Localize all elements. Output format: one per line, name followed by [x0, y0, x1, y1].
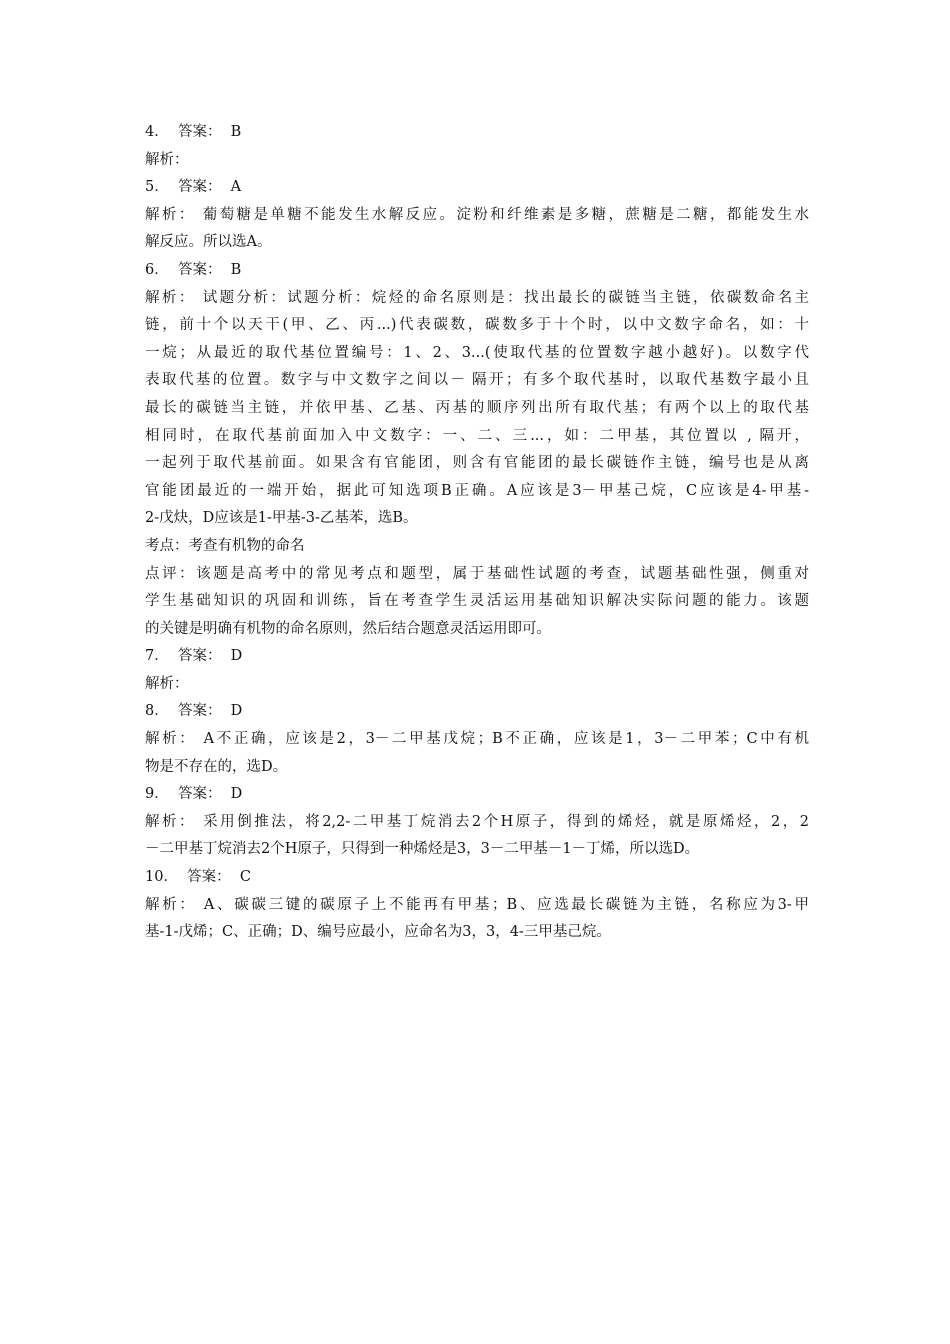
comment-6-line: 点评：该题是高考中的常见考点和题型，属于基础性试题的考查，试题基础性强，侧重对 — [145, 565, 809, 582]
analysis-6-line: 一烷；从最近的取代基位置编号：1、2、3...(使取代基的位置数字越小越好)。以数字代 — [145, 344, 809, 361]
analysis-6-line: 解析： 试题分析：试题分析：烷烃的命名原则是：找出最长的碳链当主链，依碳数命名主 — [145, 289, 809, 306]
answer-7-line: 7． 答案： D — [145, 648, 243, 665]
comment-6-line: 学生基础知识的巩固和训练，旨在考查学生灵活运用基础知识解决实际问题的能力。该题 — [145, 593, 809, 610]
analysis-6-line: 链，前十个以天干(甲、乙、丙...)代表碳数，碳数多于十个时，以中文数字命名，如：十 — [145, 317, 809, 334]
analysis-6-line: 表取代基的位置。数字与中文数字之间以－ 隔开；有多个取代基时，以取代基数字最小且 — [145, 372, 809, 389]
answer-8-line: 8． 答案： D — [145, 703, 243, 720]
topic-6-line: 考点：考查有机物的命名 — [145, 537, 305, 554]
analysis-5-line: 解反应。所以选A。 — [145, 234, 272, 251]
analysis-9-line: 解析： 采用倒推法，将2,2-二甲基丁烷消去2个H原子，得到的烯烃，就是原烯烃，2，2 — [145, 813, 809, 830]
answer-explanations — [145, 119, 809, 947]
answer-10-line: 10． 答案： C — [145, 869, 251, 886]
analysis-6-line: 相同时，在取代基前面加入中文数字：一、二、三...，如：二甲基，其位置以 , 隔开， — [145, 427, 809, 444]
analysis-6-line: 2-戊炔，D应该是1-甲基-3-乙基苯，选B。 — [145, 510, 418, 527]
analysis-8-line: 解析： A不正确，应该是2，3－二甲基戊烷；B不正确，应该是1，3－二甲苯；C中有机 — [145, 731, 809, 748]
analysis-6-line: 一起列于取代基前面。如果含有官能团，则含有官能团的最长碳链作主链，编号也是从离 — [145, 455, 809, 472]
analysis-8-line: 物是不存在的，选D。 — [145, 758, 288, 775]
answer-9-line: 9． 答案： D — [145, 786, 243, 803]
analysis-5-line: 解析： 葡萄糖是单糖不能发生水解反应。淀粉和纤维素是多糖，蔗糖是二糖，都能发生水 — [145, 206, 809, 223]
answer-6-line: 6． 答案： B — [145, 261, 242, 278]
analysis-9-line: －二甲基丁烷消去2个H原子，只得到一种烯烃是3，3－二甲基－1－丁烯，所以选D。 — [145, 841, 700, 858]
analysis-6-line: 最长的碳链当主链，并依甲基、乙基、丙基的顺序列出所有取代基；有两个以上的取代基 — [145, 399, 809, 416]
analysis-7-line: 解析： — [145, 675, 189, 692]
analysis-10-line: 解析： A、碳碳三键的碳原子上不能再有甲基；B、应选最长碳链为主链，名称应为3-甲 — [145, 896, 809, 913]
comment-6-line: 的关键是明确有机物的命名原则，然后结合题意灵活运用即可。 — [145, 620, 551, 637]
analysis-6-line: 官能团最近的一端开始，据此可知选项B正确。A应该是3－甲基己烷，C应该是4-甲基- — [145, 482, 809, 499]
analysis-10-line: 基-1-戊烯；C、正确；D、编号应最小，应命名为3，3，4-三甲基己烷。 — [145, 924, 611, 941]
answer-5-line: 5． 答案： A — [145, 179, 242, 196]
answer-4-line: 4． 答案： B — [145, 124, 242, 140]
analysis-4-line: 解析： — [145, 151, 189, 168]
